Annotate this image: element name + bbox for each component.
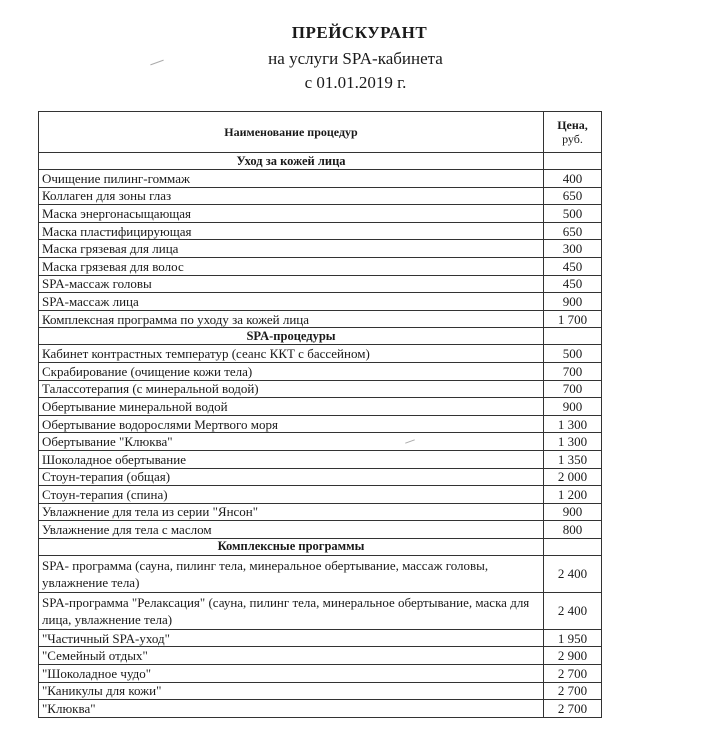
- procedure-name: Маска грязевая для волос: [39, 257, 544, 275]
- section-row: [39, 153, 602, 170]
- procedure-price: 800: [544, 521, 602, 539]
- procedure-price: 700: [544, 362, 602, 380]
- table-row: [39, 629, 602, 647]
- table-row: [39, 170, 602, 188]
- procedure-name: Маска грязевая для лица: [39, 240, 544, 258]
- procedure-price: 500: [544, 345, 602, 363]
- procedure-name: SPA- программа (сауна, пилинг тела, минеральное обертывание, массаж головы, увлажнение тела): [39, 555, 544, 592]
- procedure-name: "Каникулы для кожи": [39, 682, 544, 700]
- section-row: [39, 328, 602, 345]
- procedure-name: Очищение пилинг-гоммаж: [39, 170, 544, 188]
- table-row: [39, 433, 602, 451]
- table-header-row: [39, 112, 602, 153]
- table-row: [39, 205, 602, 223]
- table-row: [39, 380, 602, 398]
- procedure-price: 450: [544, 257, 602, 275]
- table-row: [39, 415, 602, 433]
- section-price-empty: [544, 538, 602, 555]
- section-price-empty: [544, 328, 602, 345]
- procedure-price: 1 200: [544, 486, 602, 504]
- procedure-name: Обертывание "Клюква": [39, 433, 544, 451]
- procedure-name: SPA-программа "Релаксация" (сауна, пилинг тела, минеральное обертывание, маска для лица, увлажнение тела): [39, 592, 544, 629]
- procedure-name: Стоун-терапия (общая): [39, 468, 544, 486]
- procedure-name: Стоун-терапия (спина): [39, 486, 544, 504]
- table-row: [39, 592, 602, 629]
- procedure-name: "Частичный SPA-уход": [39, 629, 544, 647]
- procedure-price: 1 350: [544, 450, 602, 468]
- procedure-price: 450: [544, 275, 602, 293]
- procedure-name: "Шоколадное чудо": [39, 665, 544, 683]
- table-row: [39, 503, 602, 521]
- price-table: [38, 111, 602, 718]
- table-row: [39, 362, 602, 380]
- table-row: [39, 521, 602, 539]
- procedure-name: Увлажнение для тела из серии "Янсон": [39, 503, 544, 521]
- procedure-name: Маска энергонасыщающая: [39, 205, 544, 223]
- table-row: [39, 647, 602, 665]
- procedure-price: 700: [544, 380, 602, 398]
- procedure-price: 2 400: [544, 555, 602, 592]
- table-row: [39, 398, 602, 416]
- table-row: [39, 345, 602, 363]
- procedure-name: "Семейный отдых": [39, 647, 544, 665]
- table-row: [39, 293, 602, 311]
- procedure-price: 2 000: [544, 468, 602, 486]
- procedure-name: SPA-массаж головы: [39, 275, 544, 293]
- section-price-empty: [544, 153, 602, 170]
- table-row: [39, 486, 602, 504]
- procedure-price: 1 700: [544, 310, 602, 328]
- procedure-price: 2 700: [544, 665, 602, 683]
- section-title: Уход за кожей лица: [39, 153, 544, 170]
- procedure-name: Кабинет контрастных температур (сеанс ККТ с бассейном): [39, 345, 544, 363]
- table-row: [39, 275, 602, 293]
- procedure-name: Маска пластифицирующая: [39, 222, 544, 240]
- procedure-price: 900: [544, 293, 602, 311]
- procedure-name: SPA-массаж лица: [39, 293, 544, 311]
- procedure-price: 2 400: [544, 592, 602, 629]
- document-header: [0, 22, 703, 94]
- procedure-name: Талассотерапия (с минеральной водой): [39, 380, 544, 398]
- table-row: [39, 187, 602, 205]
- procedure-name: Комплексная программа по уходу за кожей лица: [39, 310, 544, 328]
- procedure-name: Обертывание минеральной водой: [39, 398, 544, 416]
- document-title: ПРЕЙСКУРАНТ: [291, 23, 428, 42]
- procedure-name: Увлажнение для тела с маслом: [39, 521, 544, 539]
- table-row: [39, 222, 602, 240]
- procedure-price: 650: [544, 222, 602, 240]
- table-row: [39, 665, 602, 683]
- procedure-name: Обертывание водорослями Мертвого моря: [39, 415, 544, 433]
- procedure-price: 400: [544, 170, 602, 188]
- procedure-name: Скрабирование (очищение кожи тела): [39, 362, 544, 380]
- procedure-price: 2 700: [544, 700, 602, 718]
- table-row: [39, 555, 602, 592]
- procedure-price: 650: [544, 187, 602, 205]
- table-row: [39, 240, 602, 258]
- table-row: [39, 682, 602, 700]
- procedure-price: 300: [544, 240, 602, 258]
- procedure-name: "Клюква": [39, 700, 544, 718]
- column-header-name: Наименование процедур: [39, 112, 544, 153]
- column-header-price-label: Цена,: [557, 118, 588, 132]
- procedure-price: 900: [544, 398, 602, 416]
- procedure-price: 1 300: [544, 415, 602, 433]
- procedure-price: 2 700: [544, 682, 602, 700]
- price-table-body: [39, 153, 602, 718]
- procedure-price: 1 950: [544, 629, 602, 647]
- table-row: [39, 310, 602, 328]
- procedure-name: Коллаген для зоны глаз: [39, 187, 544, 205]
- procedure-price: 1 300: [544, 433, 602, 451]
- table-row: [39, 257, 602, 275]
- column-header-price-unit: руб.: [562, 132, 583, 146]
- procedure-price: 500: [544, 205, 602, 223]
- table-row: [39, 468, 602, 486]
- section-title: Комплексные программы: [39, 538, 544, 555]
- procedure-price: 900: [544, 503, 602, 521]
- table-row: [39, 450, 602, 468]
- procedure-price: 2 900: [544, 647, 602, 665]
- column-header-price: [544, 112, 602, 153]
- table-row: [39, 700, 602, 718]
- effective-date: с 01.01.2019 г.: [304, 73, 407, 92]
- document-subtitle: на услуги SPA-кабинета: [268, 49, 443, 68]
- procedure-name: Шоколадное обертывание: [39, 450, 544, 468]
- section-row: [39, 538, 602, 555]
- section-title: SPA-процедуры: [39, 328, 544, 345]
